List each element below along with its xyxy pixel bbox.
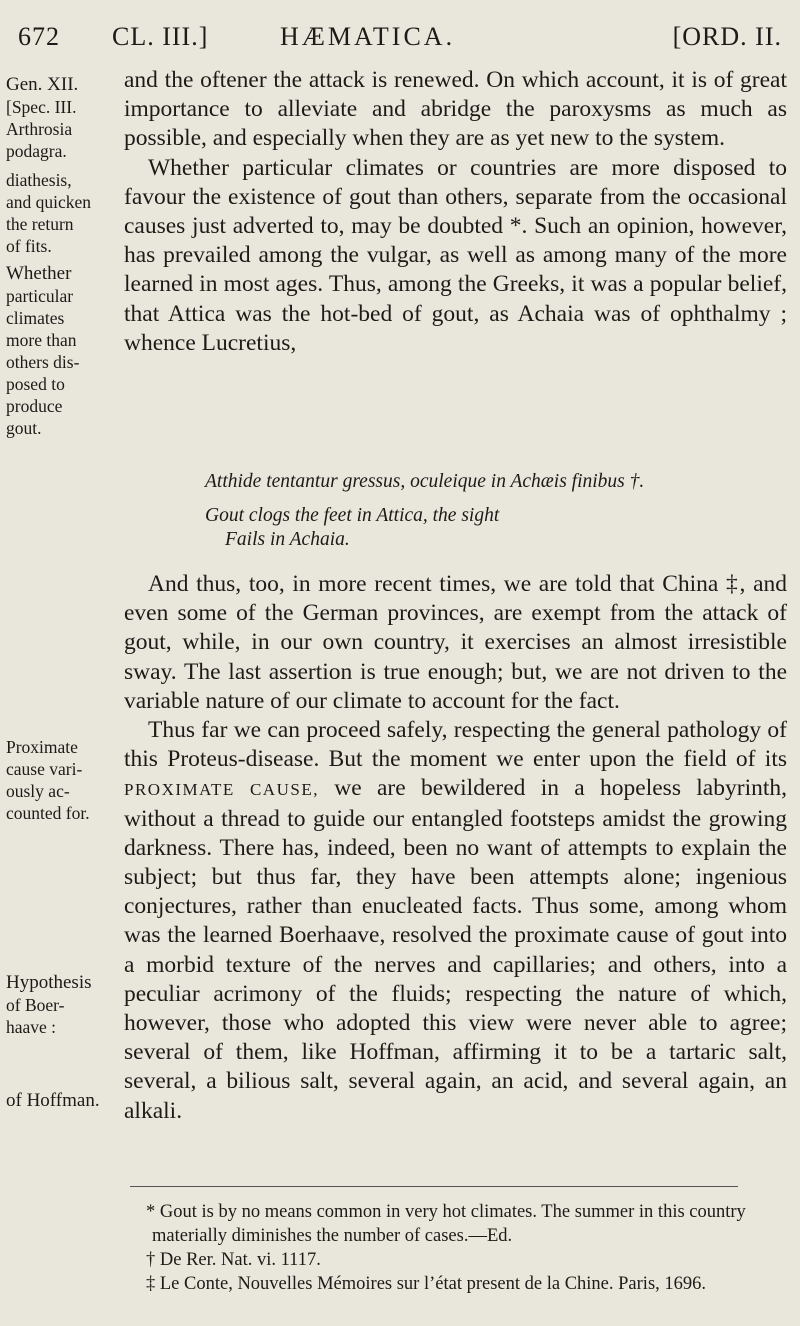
quote-latin: Atthide tentantur gressus, oculeique in Achæis finibus †. [205, 471, 645, 492]
footnote-divider [130, 1186, 738, 1187]
main-text-bottom [124, 570, 787, 1126]
order-label: [ORD. II. [672, 22, 782, 51]
lucretius-quote [205, 470, 765, 552]
margin-line: produce [6, 396, 63, 416]
margin-note-genus [6, 74, 126, 439]
margin-line: particular [6, 286, 74, 306]
page-number: 672 [18, 22, 60, 51]
running-header [18, 22, 782, 56]
chapter-label: CL. III.] [112, 22, 209, 51]
margin-line: more than [6, 330, 77, 350]
margin-line: Hypothesis [6, 972, 92, 993]
margin-line: podagra. [6, 141, 67, 161]
paragraph: and the oftener the attack is renewed. On which account, it is of great importance to alleviate and abridge the paroxysms as much as possible, and especially when they are as yet new to the system. [124, 67, 787, 152]
margin-line: diathesis, [6, 170, 72, 190]
text-run: Thus far we can proceed safely, respecting the general pathology of this Proteus-disease. But the moment we enter upon the field of its [124, 717, 787, 773]
margin-line: climates [6, 308, 65, 328]
footnote: * Gout is by no means common in very hot climates. The summer in this country materially diminishes the number of cases.—Ed. [146, 1202, 746, 1246]
margin-line: Arthrosia [6, 119, 73, 139]
margin-line: Proximate [6, 737, 78, 757]
margin-line: of fits. [6, 236, 52, 256]
margin-note-hoffman [6, 1090, 126, 1112]
margin-line: ously ac- [6, 781, 70, 801]
paragraph-proximate-cause [124, 716, 787, 1126]
margin-line: [Spec. III. [6, 97, 77, 117]
margin-note-boerhaave [6, 972, 126, 1038]
margin-line: haave : [6, 1017, 57, 1037]
quote-english-line: Gout clogs the feet in Attica, the sight [205, 505, 500, 526]
paragraph: And thus, too, in more recent times, we are told that China ‡, and even some of the German provinces, are exempt from the attack of gout, while, in our own country, it exercises an almost irresistible sway. The last assertion is true enough; but, we are not driven to the variable nature of our climate to account for the fact. [124, 571, 787, 714]
margin-line: others dis- [6, 352, 80, 372]
running-title: HÆMATICA. [280, 22, 456, 51]
small-caps-term: PROXIMATE CAUSE, [124, 780, 319, 800]
margin-line: gout. [6, 418, 42, 438]
margin-line: Gen. XII. [6, 74, 79, 95]
footnote: † De Rer. Nat. vi. 1117. [146, 1250, 321, 1270]
text-run: we are bewildered in a hopeless labyrinth, without a thread to guide our entangled footsteps amidst the growing darkness. There has, indeed, been no want of attempts to explain the subject; but thus far, they have been attempts alone; ingenious conjectures, rather than enucleated facts. Thus some, among whom was the learned Boerhaave, resolved the proximate cause of gout into a morbid texture of the nerves and capillaries; and others, into a peculiar acrimony of the fluids; respecting the nature of which, however, those who adopted this view were never able to agree; several of them, like Hoffman, affirming it to be a tartaric salt, several, a bilious salt, several again, an acid, and several again, an alkali. [124, 775, 787, 1124]
margin-line: Whether [6, 263, 72, 284]
margin-line: of Boer- [6, 995, 65, 1015]
margin-line: the return [6, 214, 74, 234]
footnotes [124, 1200, 787, 1296]
margin-line: posed to [6, 374, 65, 394]
footnote: ‡ Le Conte, Nouvelles Mémoires sur l’état present de la Chine. Paris, 1696. [146, 1274, 707, 1294]
margin-line: of Hoffman. [6, 1090, 100, 1111]
margin-line: cause vari- [6, 759, 83, 779]
quote-english-line: Fails in Achaia. [225, 529, 350, 550]
main-text-top [124, 66, 787, 358]
margin-line: and quicken [6, 192, 92, 212]
margin-line: counted for. [6, 803, 90, 823]
paragraph: Whether particular climates or countries are more disposed to favour the existence of gout than others, separate from the occasional causes just adverted to, may be doubted *. Such an opinion, however, has prevailed among the vulgar, as well as among many of the more learned in most ages. Thus, among the Greeks, it was a popular belief, that Attica was the hot-bed of gout, as Achaia was of ophthalmy ; whence Lucretius, [124, 154, 787, 356]
margin-note-proximate-cause [6, 736, 126, 824]
